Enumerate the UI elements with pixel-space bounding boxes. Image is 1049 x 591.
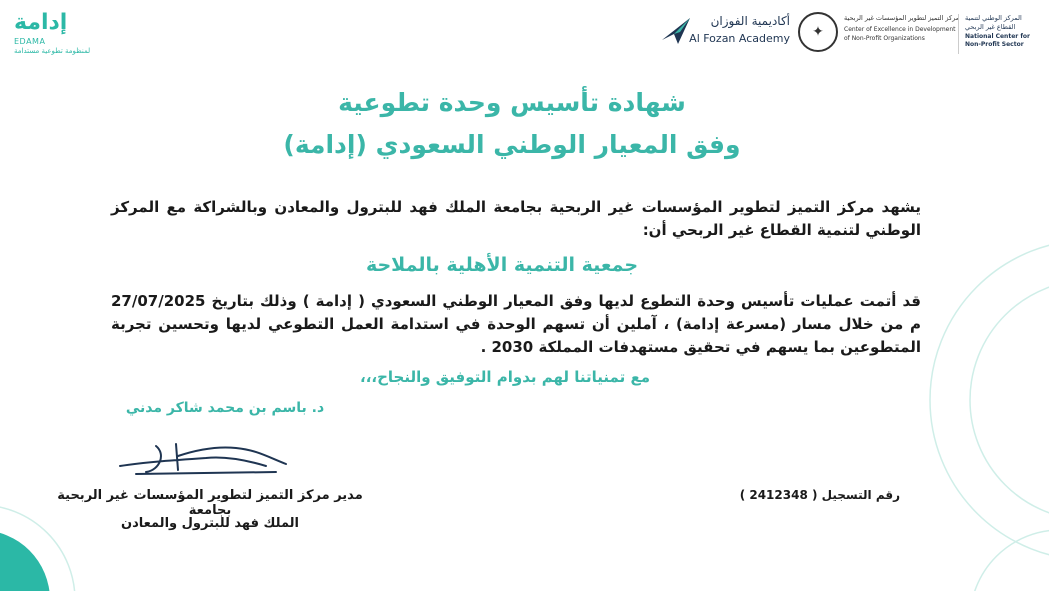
wishes-line: مع تمنياتنا لهم بدوام التوفيق والنجاح،،، xyxy=(360,368,650,386)
edama-logo xyxy=(14,10,94,56)
kfupm-logo-english-1: Center of Excellence in Development xyxy=(844,26,956,33)
ncnp-logo-english-2: Non-Profit Sector xyxy=(965,41,1024,48)
ncnp-logo-arabic-2: القطاع غير الربحي xyxy=(965,23,1016,31)
signature-icon xyxy=(116,436,296,480)
certificate-paragraph-2: قد أتمت عمليات تأسيس وحدة التطوع لديها وفق المعيار الوطني السعودي ( إدامة ) وذلك بتاريخ 27/07/2025 م من خلال مسار (مسرعة إدامة) ، آملين أن تسهم الوحدة في استدامة العمل التطوعي لديها وتحسين تجربة المتطوعين بما يسهم في تحقيق مستهدفات المملكة 2030 . xyxy=(111,292,921,356)
organization-name: جمعية التنمية الأهلية بالملاحة xyxy=(365,254,639,276)
kfupm-logo xyxy=(798,12,960,52)
ncnp-logo xyxy=(958,14,1045,54)
edama-logo-tagline: لمنظومة تطوعية مستدامة xyxy=(14,47,91,55)
fozan-logo xyxy=(660,12,790,52)
ncnp-logo-arabic-1: المركز الوطني لتنمية xyxy=(965,14,1022,22)
signer-role-line-1: مدير مركز التميز لتطوير المؤسسات غير الربحية بجامعة xyxy=(57,488,363,518)
kfupm-seal-icon: ✦ xyxy=(798,12,838,52)
certificate-paragraph-1: يشهد مركز التميز لتطوير المؤسسات غير الربحية بجامعة الملك فهد للبترول والمعادن وبالشراكة مع المركز الوطني لتنمية القطاع غير الربحي أن: xyxy=(111,198,921,239)
kfupm-logo-english-2: of Non-Profit Organizations xyxy=(844,35,925,42)
fozan-logo-arabic: أكاديمية الفوزان xyxy=(710,14,790,28)
edama-logo-arabic: إدامة xyxy=(14,10,68,35)
kfupm-logo-arabic: مركز التميز لتطوير المؤسسات غير الربحية xyxy=(844,14,960,22)
edama-logo-latin: EDAMA xyxy=(14,37,46,46)
certificate-subtitle: وفق المعيار الوطني السعودي (إدامة) xyxy=(283,130,741,159)
fozan-logo-english: Al Fozan Academy xyxy=(689,32,790,45)
signer-role-line-2: الملك فهد للبترول والمعادن xyxy=(120,516,299,531)
ncnp-logo-english-1: National Center for xyxy=(965,33,1031,40)
registration-number: رقم التسجيل ( 2412348 ) xyxy=(739,488,900,502)
signer-name: د. باسم بن محمد شاكر مدني xyxy=(125,400,325,416)
certificate-title: شهادة تأسيس وحدة تطوعية xyxy=(338,88,686,117)
